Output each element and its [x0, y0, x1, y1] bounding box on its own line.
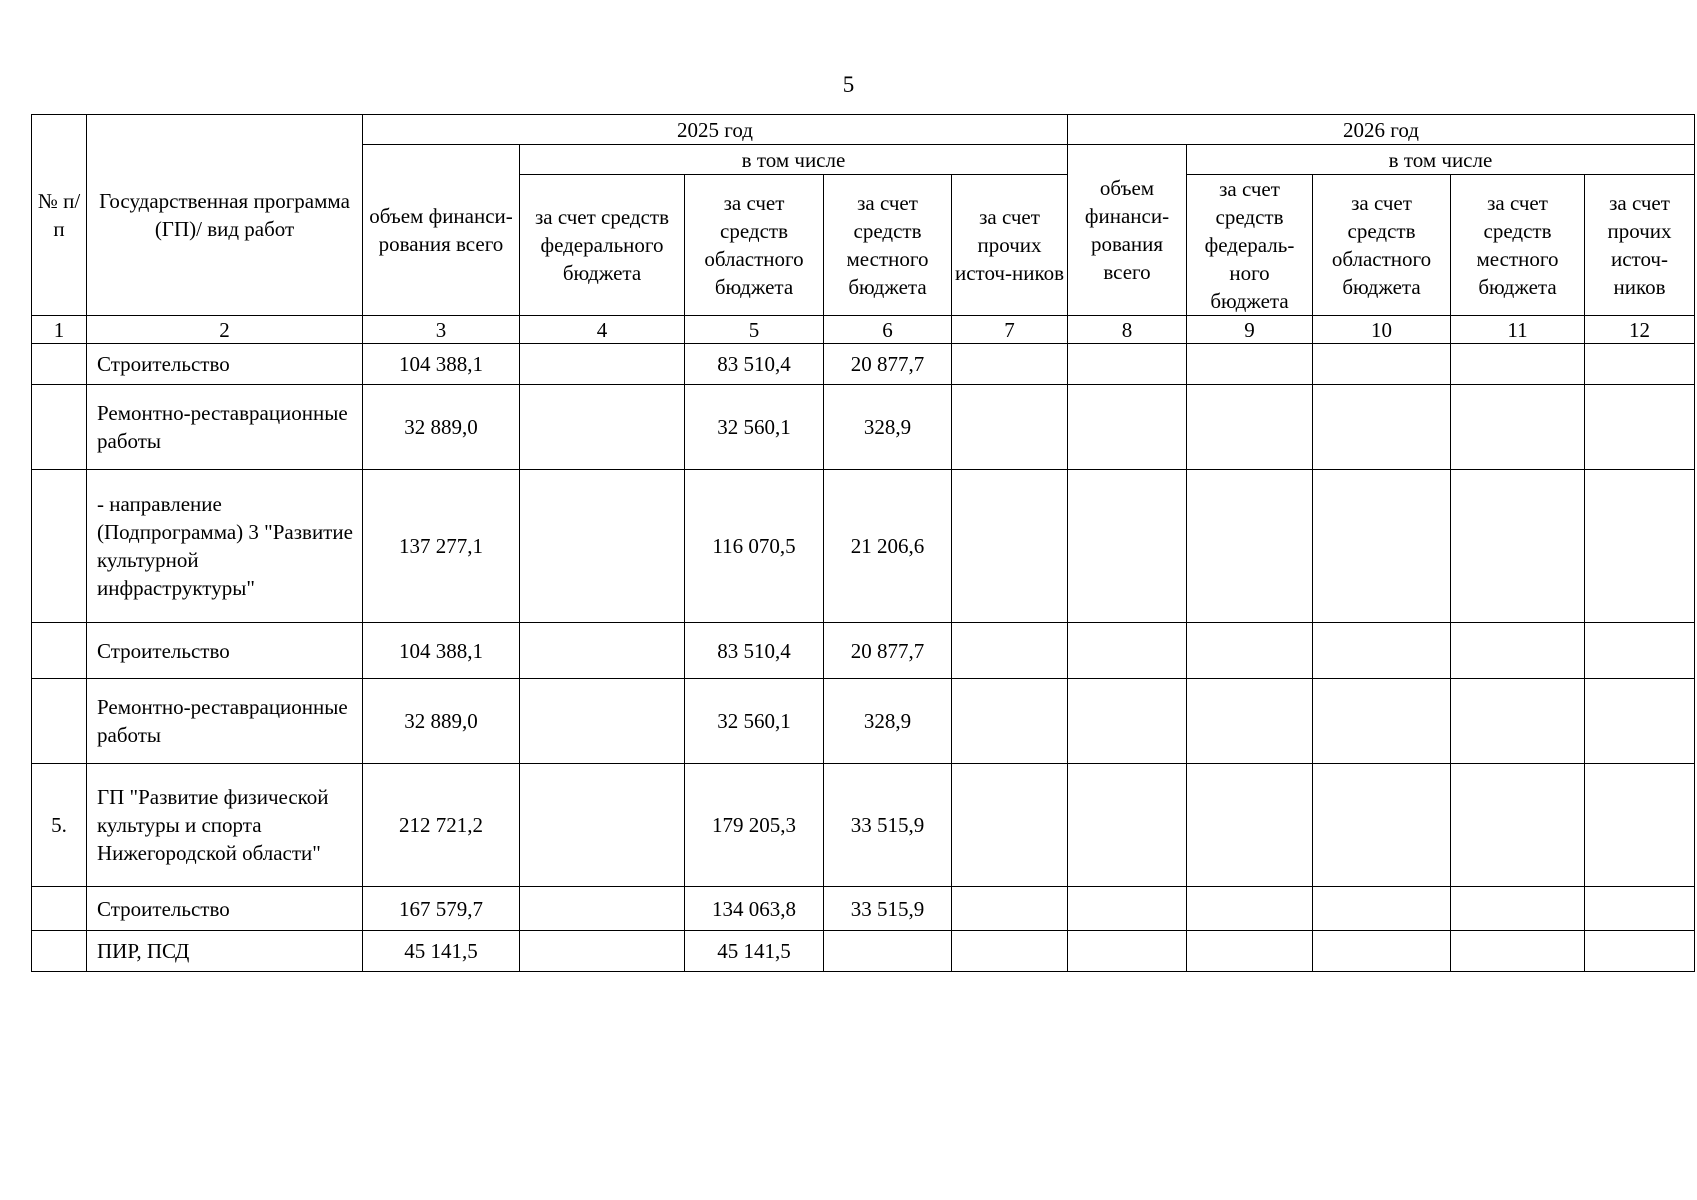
- row-federal-2025: [520, 764, 685, 887]
- header-num: № п/п: [32, 115, 87, 316]
- row-total-2025: 32 889,0: [363, 385, 520, 470]
- row-local-2026: [1451, 931, 1585, 972]
- row-other-2025: [952, 470, 1068, 623]
- row-regional-2026: [1313, 931, 1451, 972]
- row-name: Строительство: [87, 887, 363, 931]
- row-local-2026: [1451, 887, 1585, 931]
- header-federal-2026: за счет средств федераль-ного бюджета: [1187, 175, 1313, 316]
- row-local-2026: [1451, 764, 1585, 887]
- col-number: 10: [1313, 316, 1451, 344]
- row-regional-2026: [1313, 887, 1451, 931]
- row-regional-2026: [1313, 385, 1451, 470]
- header-in-that-2026: в том числе: [1187, 145, 1695, 175]
- row-local-2025: 20 877,7: [824, 623, 952, 679]
- table-row: [32, 679, 1695, 764]
- table-row: [32, 764, 1695, 887]
- col-number: 2: [87, 316, 363, 344]
- row-regional-2025: 179 205,3: [685, 764, 824, 887]
- row-regional-2026: [1313, 679, 1451, 764]
- row-federal-2025: [520, 887, 685, 931]
- row-other-2025: [952, 931, 1068, 972]
- row-name: ПИР, ПСД: [87, 931, 363, 972]
- row-federal-2025: [520, 344, 685, 385]
- row-total-2025: 167 579,7: [363, 887, 520, 931]
- row-federal-2026: [1187, 385, 1313, 470]
- row-local-2025: 328,9: [824, 679, 952, 764]
- row-other-2025: [952, 344, 1068, 385]
- col-number: 6: [824, 316, 952, 344]
- row-local-2025: [824, 931, 952, 972]
- row-federal-2026: [1187, 887, 1313, 931]
- row-other-2026: [1585, 887, 1695, 931]
- header-in-that-2025: в том числе: [520, 145, 1068, 175]
- row-num: [32, 470, 87, 623]
- header-local-2025: за счет средств местного бюджета: [824, 175, 952, 316]
- row-local-2026: [1451, 679, 1585, 764]
- row-regional-2026: [1313, 623, 1451, 679]
- row-regional-2026: [1313, 470, 1451, 623]
- table-row: [32, 344, 1695, 385]
- col-number: 12: [1585, 316, 1695, 344]
- row-regional-2025: 83 510,4: [685, 344, 824, 385]
- row-total-2025: 45 141,5: [363, 931, 520, 972]
- row-federal-2025: [520, 679, 685, 764]
- row-regional-2025: 83 510,4: [685, 623, 824, 679]
- row-num: [32, 887, 87, 931]
- header-regional-2025: за счет средств областного бюджета: [685, 175, 824, 316]
- row-federal-2025: [520, 623, 685, 679]
- row-local-2026: [1451, 470, 1585, 623]
- row-total-2025: 104 388,1: [363, 344, 520, 385]
- header-federal-2025: за счет средств федерального бюджета: [520, 175, 685, 316]
- header-year-2025: 2025 год: [363, 115, 1068, 145]
- row-num: [32, 344, 87, 385]
- col-number: 11: [1451, 316, 1585, 344]
- header-other-2025: за счет прочих источ-ников: [952, 175, 1068, 316]
- row-total-2026: [1068, 623, 1187, 679]
- row-total-2026: [1068, 764, 1187, 887]
- row-num: [32, 385, 87, 470]
- row-local-2025: 33 515,9: [824, 764, 952, 887]
- col-number: 8: [1068, 316, 1187, 344]
- row-total-2026: [1068, 470, 1187, 623]
- row-total-2026: [1068, 344, 1187, 385]
- row-federal-2026: [1187, 679, 1313, 764]
- row-regional-2026: [1313, 764, 1451, 887]
- header-year-2026: 2026 год: [1068, 115, 1695, 145]
- row-other-2025: [952, 764, 1068, 887]
- page-number: 5: [842, 72, 855, 97]
- row-regional-2025: 116 070,5: [685, 470, 824, 623]
- row-local-2025: 33 515,9: [824, 887, 952, 931]
- row-federal-2025: [520, 931, 685, 972]
- col-number: 4: [520, 316, 685, 344]
- row-local-2026: [1451, 385, 1585, 470]
- row-regional-2025: 32 560,1: [685, 679, 824, 764]
- row-local-2025: 328,9: [824, 385, 952, 470]
- row-local-2026: [1451, 344, 1585, 385]
- row-num: 5.: [32, 764, 87, 887]
- header-program: Государственная программа (ГП)/ вид работ: [87, 115, 363, 316]
- row-total-2026: [1068, 385, 1187, 470]
- row-regional-2025: 45 141,5: [685, 931, 824, 972]
- row-total-2025: 137 277,1: [363, 470, 520, 623]
- row-other-2025: [952, 385, 1068, 470]
- row-local-2025: 21 206,6: [824, 470, 952, 623]
- row-num: [32, 679, 87, 764]
- header-local-2026: за счет средств местного бюджета: [1451, 175, 1585, 316]
- table-row: [32, 887, 1695, 931]
- header-total-2026: объем финанси-рования всего: [1068, 145, 1187, 316]
- row-total-2026: [1068, 931, 1187, 972]
- row-local-2025: 20 877,7: [824, 344, 952, 385]
- row-federal-2025: [520, 470, 685, 623]
- row-name: Ремонтно-реставрационные работы: [87, 385, 363, 470]
- row-num: [32, 931, 87, 972]
- row-total-2025: 212 721,2: [363, 764, 520, 887]
- row-total-2026: [1068, 679, 1187, 764]
- row-other-2026: [1585, 344, 1695, 385]
- row-federal-2026: [1187, 623, 1313, 679]
- row-name: Строительство: [87, 344, 363, 385]
- row-federal-2026: [1187, 470, 1313, 623]
- row-other-2025: [952, 887, 1068, 931]
- col-number: 7: [952, 316, 1068, 344]
- row-name: - направление (Подпрограмма) 3 "Развитие культурной инфраструктуры": [87, 470, 363, 623]
- header-other-2026: за счет прочих источ-ников: [1585, 175, 1695, 316]
- row-federal-2026: [1187, 931, 1313, 972]
- row-other-2026: [1585, 385, 1695, 470]
- row-regional-2025: 32 560,1: [685, 385, 824, 470]
- row-other-2026: [1585, 764, 1695, 887]
- col-number: 1: [32, 316, 87, 344]
- financing-table: [31, 114, 1695, 972]
- row-name: Строительство: [87, 623, 363, 679]
- row-other-2025: [952, 679, 1068, 764]
- row-regional-2026: [1313, 344, 1451, 385]
- row-other-2026: [1585, 931, 1695, 972]
- table-row: [32, 470, 1695, 623]
- row-total-2025: 32 889,0: [363, 679, 520, 764]
- row-federal-2026: [1187, 344, 1313, 385]
- row-other-2026: [1585, 470, 1695, 623]
- row-federal-2026: [1187, 764, 1313, 887]
- col-number: 5: [685, 316, 824, 344]
- table-row: [32, 623, 1695, 679]
- table-row: [32, 385, 1695, 470]
- row-total-2025: 104 388,1: [363, 623, 520, 679]
- header-total-2025: объем финанси-рования всего: [363, 145, 520, 316]
- row-other-2026: [1585, 679, 1695, 764]
- row-name: ГП "Развитие физической культуры и спорта Нижегородской области": [87, 764, 363, 887]
- row-total-2026: [1068, 887, 1187, 931]
- col-number: 9: [1187, 316, 1313, 344]
- row-other-2026: [1585, 623, 1695, 679]
- table-row: [32, 931, 1695, 972]
- row-num: [32, 623, 87, 679]
- col-number: 3: [363, 316, 520, 344]
- row-name: Ремонтно-реставрационные работы: [87, 679, 363, 764]
- row-other-2025: [952, 623, 1068, 679]
- row-federal-2025: [520, 385, 685, 470]
- row-local-2026: [1451, 623, 1585, 679]
- row-regional-2025: 134 063,8: [685, 887, 824, 931]
- header-regional-2026: за счет средств областного бюджета: [1313, 175, 1451, 316]
